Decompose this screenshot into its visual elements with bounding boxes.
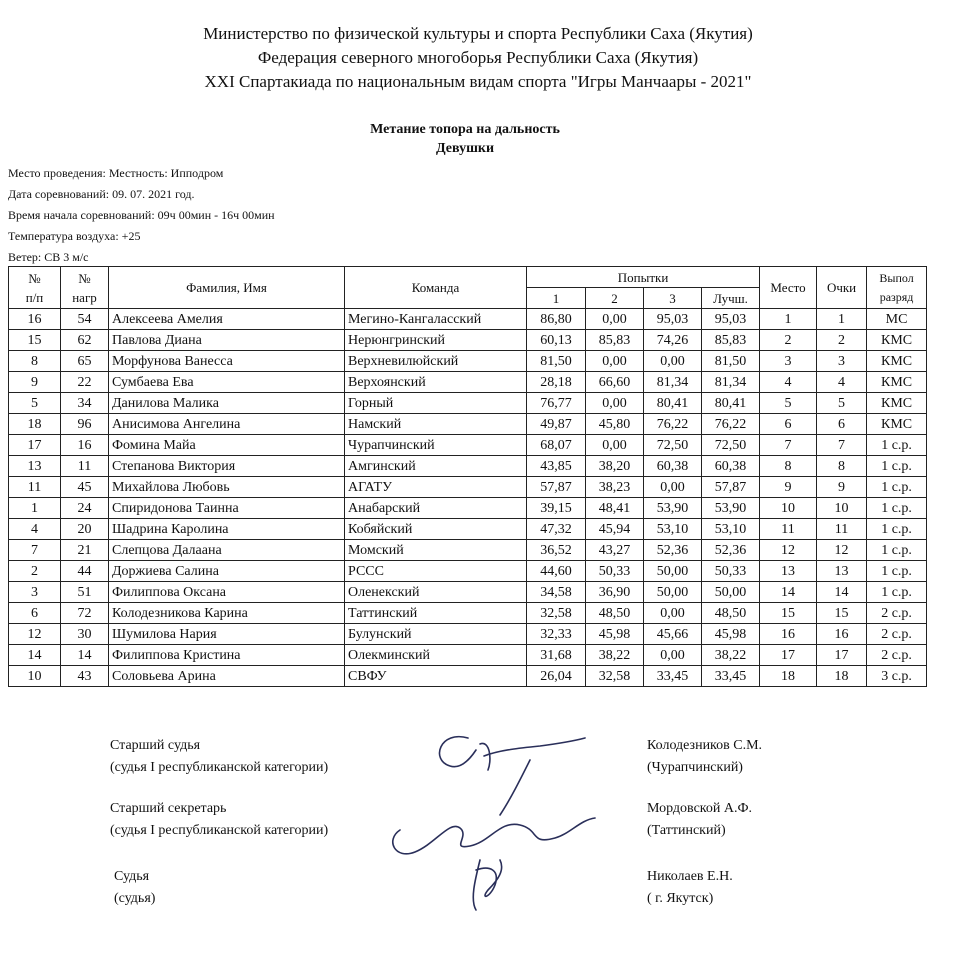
cell-place: 16 [760, 624, 817, 645]
cell-attempt2: 48,41 [586, 498, 644, 519]
cell-name: Павлова Диана [109, 330, 345, 351]
sig-judge-category: (судья) [114, 891, 156, 906]
cell-name: Михайлова Любовь [109, 477, 345, 498]
cell-bib: 11 [61, 456, 109, 477]
cell-attempt3: 72,50 [644, 435, 702, 456]
cell-place: 12 [760, 540, 817, 561]
sig-secretary-category: (судья I республиканской категории) [110, 823, 329, 838]
cell-best: 45,98 [702, 624, 760, 645]
cell-place: 6 [760, 414, 817, 435]
cell-bib: 54 [61, 309, 109, 330]
handwritten-signatures [380, 720, 620, 920]
cell-attempt2: 36,90 [586, 582, 644, 603]
cell-number: 7 [9, 540, 61, 561]
table-row [9, 435, 927, 456]
cell-number: 5 [9, 393, 61, 414]
cell-name: Филиппова Кристина [109, 645, 345, 666]
col-attempts-header: Попытки [527, 267, 760, 288]
cell-name: Спиридонова Таинна [109, 498, 345, 519]
cell-number: 11 [9, 477, 61, 498]
cell-attempt1: 44,60 [527, 561, 586, 582]
cell-place: 1 [760, 309, 817, 330]
table-row [9, 540, 927, 561]
cell-number: 13 [9, 456, 61, 477]
cell-best: 57,87 [702, 477, 760, 498]
cell-team: Горный [345, 393, 527, 414]
sig-judge-name-block [647, 866, 733, 910]
table-row [9, 603, 927, 624]
table-row [9, 372, 927, 393]
cell-number: 18 [9, 414, 61, 435]
cell-attempt3: 33,45 [644, 666, 702, 687]
sig-chief-judge-category: (судья I республиканской категории) [110, 760, 329, 775]
cell-points: 13 [817, 561, 867, 582]
cell-number: 3 [9, 582, 61, 603]
cell-attempt2: 0,00 [586, 435, 644, 456]
cell-name: Филиппова Оксана [109, 582, 345, 603]
header-event: XXI Спартакиада по национальным видам спорта "Игры Манчаары - 2021" [204, 72, 752, 91]
cell-bib: 24 [61, 498, 109, 519]
cell-attempt1: 76,77 [527, 393, 586, 414]
cell-attempt1: 28,18 [527, 372, 586, 393]
cell-points: 2 [817, 330, 867, 351]
col-number-sign: № [28, 270, 41, 286]
cell-best: 76,22 [702, 414, 760, 435]
cell-best: 81,34 [702, 372, 760, 393]
cell-team: Верхоянский [345, 372, 527, 393]
cell-number: 6 [9, 603, 61, 624]
cell-name: Шумилова Нария [109, 624, 345, 645]
cell-attempt1: 81,50 [527, 351, 586, 372]
cell-attempt1: 43,85 [527, 456, 586, 477]
header-ministry: Министерство по физической культуры и спорта Республики Саха (Якутия) [203, 24, 753, 43]
cell-team: Олекминский [345, 645, 527, 666]
cell-team: Анабарский [345, 498, 527, 519]
cell-attempt1: 31,68 [527, 645, 586, 666]
cell-place: 17 [760, 645, 817, 666]
cell-team: СВФУ [345, 666, 527, 687]
cell-bib: 51 [61, 582, 109, 603]
cell-attempt3: 0,00 [644, 645, 702, 666]
cell-rank: 2 с.р. [867, 624, 927, 645]
cell-name: Колодезникова Карина [109, 603, 345, 624]
cell-attempt2: 38,23 [586, 477, 644, 498]
cell-points: 7 [817, 435, 867, 456]
cell-number: 17 [9, 435, 61, 456]
cell-best: 53,10 [702, 519, 760, 540]
cell-place: 2 [760, 330, 817, 351]
cell-points: 15 [817, 603, 867, 624]
col-best-header: Лучш. [702, 288, 760, 309]
sig-chief-judge-name: Колодезников С.М. [647, 738, 763, 753]
cell-points: 3 [817, 351, 867, 372]
cell-place: 10 [760, 498, 817, 519]
cell-attempt1: 86,80 [527, 309, 586, 330]
cell-rank: 2 с.р. [867, 603, 927, 624]
cell-attempt2: 66,60 [586, 372, 644, 393]
cell-points: 1 [817, 309, 867, 330]
cell-name: Анисимова Ангелина [109, 414, 345, 435]
col-attempt2-header: 2 [586, 288, 644, 309]
cell-bib: 34 [61, 393, 109, 414]
cell-attempt1: 47,32 [527, 519, 586, 540]
col-bib-sign: № [78, 270, 91, 286]
cell-team: Кобяйский [345, 519, 527, 540]
cell-team: Булунский [345, 624, 527, 645]
cell-attempt3: 53,90 [644, 498, 702, 519]
cell-best: 50,00 [702, 582, 760, 603]
col-attempt3-header: 3 [644, 288, 702, 309]
cell-best: 33,45 [702, 666, 760, 687]
col-team-header: Команда [345, 267, 527, 309]
cell-team: АГАТУ [345, 477, 527, 498]
table-row [9, 309, 927, 330]
cell-attempt2: 0,00 [586, 393, 644, 414]
col-number-label: п/п [25, 289, 44, 305]
header-federation: Федерация северного многоборья Республики Саха (Якутия) [257, 48, 699, 67]
cell-attempt1: 60,13 [527, 330, 586, 351]
cell-rank: 1 с.р. [867, 435, 927, 456]
cell-attempt3: 76,22 [644, 414, 702, 435]
cell-attempt3: 80,41 [644, 393, 702, 414]
cell-name: Шадрина Каролина [109, 519, 345, 540]
cell-rank: КМС [867, 414, 927, 435]
cell-points: 14 [817, 582, 867, 603]
cell-attempt3: 53,10 [644, 519, 702, 540]
col-place-header: Место [760, 267, 817, 309]
cell-name: Сумбаева Ева [109, 372, 345, 393]
cell-place: 3 [760, 351, 817, 372]
sig-chief-judge-block [110, 735, 328, 779]
cell-number: 4 [9, 519, 61, 540]
cell-attempt2: 50,33 [586, 561, 644, 582]
cell-bib: 96 [61, 414, 109, 435]
cell-attempt3: 95,03 [644, 309, 702, 330]
results-table [8, 266, 927, 687]
cell-number: 12 [9, 624, 61, 645]
cell-rank: КМС [867, 330, 927, 351]
cell-name: Степанова Виктория [109, 456, 345, 477]
cell-attempt2: 43,27 [586, 540, 644, 561]
cell-name: Фомина Майа [109, 435, 345, 456]
cell-points: 8 [817, 456, 867, 477]
col-rank-header [867, 267, 927, 309]
cell-team: РССС [345, 561, 527, 582]
cell-best: 95,03 [702, 309, 760, 330]
cell-rank: КМС [867, 393, 927, 414]
cell-points: 12 [817, 540, 867, 561]
cell-bib: 16 [61, 435, 109, 456]
cell-attempt3: 60,38 [644, 456, 702, 477]
cell-bib: 65 [61, 351, 109, 372]
table-row [9, 519, 927, 540]
cell-bib: 72 [61, 603, 109, 624]
cell-points: 18 [817, 666, 867, 687]
cell-place: 5 [760, 393, 817, 414]
cell-attempt1: 32,58 [527, 603, 586, 624]
cell-rank: 1 с.р. [867, 582, 927, 603]
table-row [9, 645, 927, 666]
table-row [9, 582, 927, 603]
cell-points: 4 [817, 372, 867, 393]
cell-points: 16 [817, 624, 867, 645]
cell-attempt2: 38,22 [586, 645, 644, 666]
cell-attempt1: 57,87 [527, 477, 586, 498]
discipline-name: Метание топора на дальность [370, 122, 560, 137]
cell-team: Оленекский [345, 582, 527, 603]
info-wind: Ветер: СВ 3 м/с [8, 250, 89, 264]
cell-best: 81,50 [702, 351, 760, 372]
cell-attempt3: 52,36 [644, 540, 702, 561]
cell-best: 80,41 [702, 393, 760, 414]
signature-secretary [393, 818, 595, 854]
cell-name: Слепцова Далаана [109, 540, 345, 561]
cell-attempt1: 26,04 [527, 666, 586, 687]
cell-place: 15 [760, 603, 817, 624]
cell-place: 14 [760, 582, 817, 603]
cell-points: 6 [817, 414, 867, 435]
cell-name: Данилова Малика [109, 393, 345, 414]
cell-attempt3: 0,00 [644, 603, 702, 624]
sig-secretary-name-block [647, 798, 752, 842]
info-temperature: Температура воздуха: +25 [8, 229, 141, 243]
cell-number: 8 [9, 351, 61, 372]
info-date: Дата соревнований: 09. 07. 2021 год. [8, 187, 195, 201]
cell-rank: 1 с.р. [867, 498, 927, 519]
sig-chief-judge-role: Старший судья [110, 738, 201, 753]
cell-bib: 22 [61, 372, 109, 393]
discipline-title [0, 120, 930, 158]
col-number-header [9, 267, 61, 309]
table-row [9, 561, 927, 582]
cell-attempt1: 68,07 [527, 435, 586, 456]
table-row [9, 498, 927, 519]
cell-attempt3: 0,00 [644, 477, 702, 498]
cell-points: 5 [817, 393, 867, 414]
cell-name: Соловьева Арина [109, 666, 345, 687]
cell-team: Таттинский [345, 603, 527, 624]
cell-best: 85,83 [702, 330, 760, 351]
cell-attempt2: 0,00 [586, 351, 644, 372]
cell-best: 53,90 [702, 498, 760, 519]
cell-attempt2: 0,00 [586, 309, 644, 330]
cell-name: Морфунова Ванесса [109, 351, 345, 372]
cell-points: 10 [817, 498, 867, 519]
header-row [9, 267, 927, 288]
cell-best: 52,36 [702, 540, 760, 561]
cell-points: 9 [817, 477, 867, 498]
col-name-header: Фамилия, Имя [109, 267, 345, 309]
cell-bib: 44 [61, 561, 109, 582]
cell-best: 48,50 [702, 603, 760, 624]
col-attempt1-header: 1 [527, 288, 586, 309]
cell-bib: 62 [61, 330, 109, 351]
cell-attempt3: 81,34 [644, 372, 702, 393]
discipline-group: Девушки [435, 141, 495, 156]
cell-rank: 3 с.р. [867, 666, 927, 687]
cell-rank: 2 с.р. [867, 645, 927, 666]
cell-number: 1 [9, 498, 61, 519]
cell-place: 11 [760, 519, 817, 540]
cell-place: 9 [760, 477, 817, 498]
cell-bib: 45 [61, 477, 109, 498]
sig-judge-role: Судья [114, 869, 150, 884]
cell-number: 10 [9, 666, 61, 687]
cell-number: 16 [9, 309, 61, 330]
sig-secretary-name: Мордовской А.Ф. [647, 801, 753, 816]
sig-judge-place: ( г. Якутск) [647, 891, 714, 906]
cell-team: Амгинский [345, 456, 527, 477]
cell-points: 11 [817, 519, 867, 540]
cell-number: 14 [9, 645, 61, 666]
cell-team: Момский [345, 540, 527, 561]
table-row [9, 351, 927, 372]
sig-secretary-block [110, 798, 328, 842]
cell-team: Верхневилюйский [345, 351, 527, 372]
info-venue: Место проведения: Местность: Ипподром [8, 166, 224, 180]
cell-rank: МС [867, 309, 927, 330]
cell-bib: 21 [61, 540, 109, 561]
cell-rank: 1 с.р. [867, 456, 927, 477]
signature-judge [473, 860, 501, 910]
cell-place: 18 [760, 666, 817, 687]
cell-place: 4 [760, 372, 817, 393]
cell-attempt2: 45,80 [586, 414, 644, 435]
signature-chief-judge [440, 737, 585, 815]
results-body [9, 309, 927, 687]
sig-judge-block [114, 866, 155, 910]
cell-attempt2: 38,20 [586, 456, 644, 477]
col-rank-line1: Выпол [879, 270, 914, 285]
cell-name: Доржиева Салина [109, 561, 345, 582]
sig-judge-name: Николаев Е.Н. [647, 869, 733, 884]
cell-attempt2: 45,98 [586, 624, 644, 645]
cell-attempt2: 85,83 [586, 330, 644, 351]
table-row [9, 666, 927, 687]
cell-attempt2: 32,58 [586, 666, 644, 687]
sig-secretary-place: (Таттинский) [647, 823, 726, 838]
info-time: Время начала соревнований: 09ч 00мин - 16ч 00мин [8, 208, 275, 222]
table-row [9, 393, 927, 414]
cell-bib: 14 [61, 645, 109, 666]
cell-team: Нерюнгринский [345, 330, 527, 351]
cell-number: 2 [9, 561, 61, 582]
col-bib-header [61, 267, 109, 309]
cell-attempt3: 45,66 [644, 624, 702, 645]
sig-chief-judge-place: (Чурапчинский) [647, 760, 743, 775]
table-row [9, 414, 927, 435]
cell-rank: 1 с.р. [867, 540, 927, 561]
cell-place: 7 [760, 435, 817, 456]
cell-attempt3: 50,00 [644, 582, 702, 603]
cell-points: 17 [817, 645, 867, 666]
cell-attempt1: 34,58 [527, 582, 586, 603]
cell-number: 9 [9, 372, 61, 393]
col-rank-line2: разряд [879, 289, 914, 304]
cell-attempt3: 50,00 [644, 561, 702, 582]
cell-team: Намский [345, 414, 527, 435]
cell-attempt3: 0,00 [644, 351, 702, 372]
cell-best: 72,50 [702, 435, 760, 456]
cell-rank: 1 с.р. [867, 477, 927, 498]
cell-bib: 43 [61, 666, 109, 687]
cell-attempt2: 45,94 [586, 519, 644, 540]
cell-team: Чурапчинский [345, 435, 527, 456]
col-bib-label: нагр [72, 289, 97, 305]
cell-attempt3: 74,26 [644, 330, 702, 351]
cell-rank: 1 с.р. [867, 519, 927, 540]
sig-chief-judge-name-block [647, 735, 762, 779]
col-points-header: Очки [817, 267, 867, 309]
cell-attempt1: 39,15 [527, 498, 586, 519]
table-row [9, 624, 927, 645]
cell-rank: 1 с.р. [867, 561, 927, 582]
cell-attempt2: 48,50 [586, 603, 644, 624]
cell-number: 15 [9, 330, 61, 351]
cell-attempt1: 49,87 [527, 414, 586, 435]
document-header [0, 22, 956, 94]
cell-rank: КМС [867, 372, 927, 393]
cell-attempt1: 36,52 [527, 540, 586, 561]
cell-best: 60,38 [702, 456, 760, 477]
cell-bib: 30 [61, 624, 109, 645]
table-row [9, 477, 927, 498]
cell-place: 8 [760, 456, 817, 477]
cell-name: Алексеева Амелия [109, 309, 345, 330]
cell-place: 13 [760, 561, 817, 582]
table-row [9, 456, 927, 477]
sig-secretary-role: Старший секретарь [110, 801, 227, 816]
cell-rank: КМС [867, 351, 927, 372]
cell-best: 50,33 [702, 561, 760, 582]
cell-attempt1: 32,33 [527, 624, 586, 645]
table-row [9, 330, 927, 351]
cell-bib: 20 [61, 519, 109, 540]
cell-best: 38,22 [702, 645, 760, 666]
cell-team: Мегино-Кангаласский [345, 309, 527, 330]
